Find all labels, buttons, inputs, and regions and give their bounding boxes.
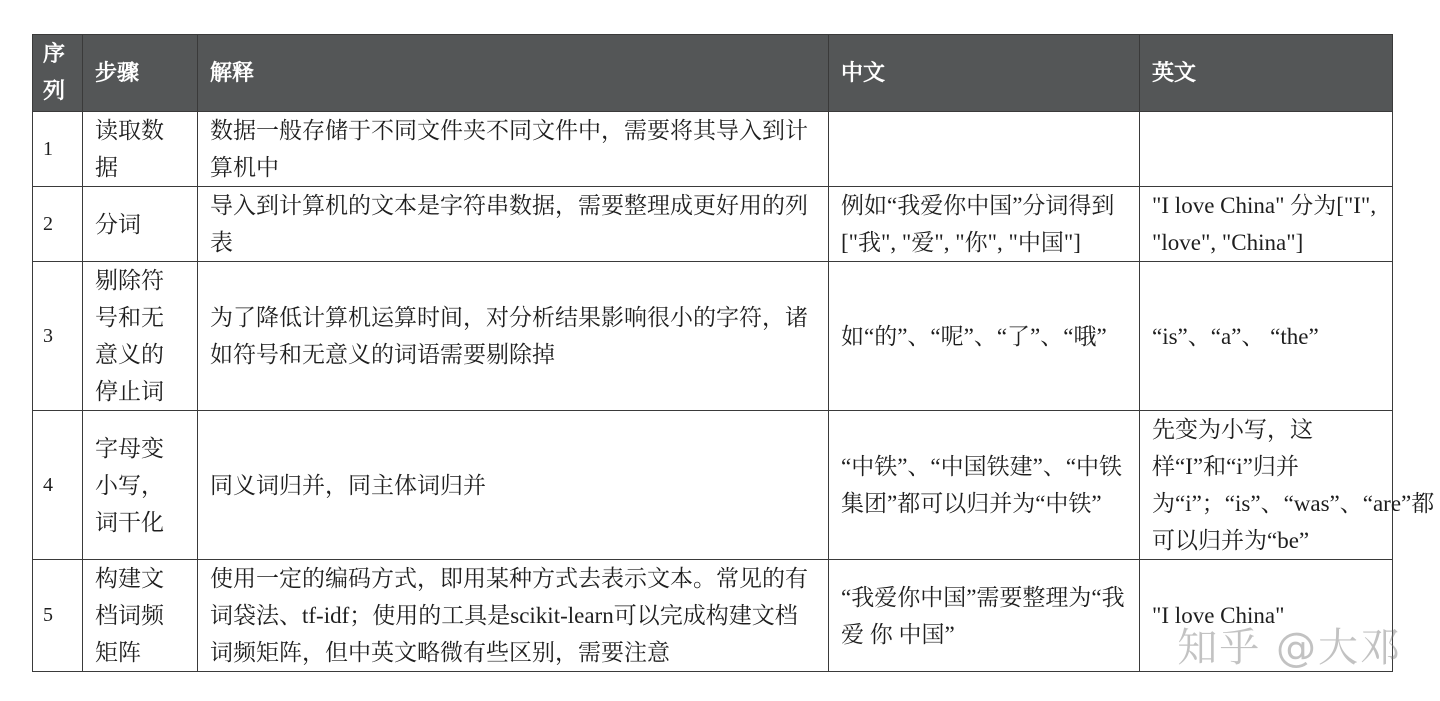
explanation-cell: 同义词归并，同主体词归并 — [198, 411, 829, 560]
explanation-cell: 数据一般存储于不同文件夹不同文件中，需要将其导入到计算机中 — [198, 112, 829, 187]
english-example-cell: "I love China" — [1140, 560, 1393, 672]
header-index: 序列 — [33, 35, 83, 112]
explanation-cell: 导入到计算机的文本是字符串数据，需要整理成更好用的列表 — [198, 187, 829, 262]
zhihu-watermark: 知乎 @大邓 — [1177, 625, 1402, 671]
english-example-cell: "I love China" 分为["I", "love", "China"] — [1140, 187, 1393, 262]
header-chinese: 中文 — [829, 35, 1140, 112]
step-cell: 构建文档词频矩阵 — [83, 560, 198, 672]
explanation-cell: 使用一定的编码方式，即用某种方式去表示文本。常见的有词袋法、tf-idf；使用的工具是scikit-learn可以完成构建文档词频矩阵，但中英文略微有些区别，需要注意 — [198, 560, 829, 672]
row-index-cell: 5 — [33, 560, 83, 672]
english-example-cell — [1140, 112, 1393, 187]
english-example-cell: 先变为小写，这样“I”和“i”归并为“i”；“is”、“was”、“are”都可以归并为“be” — [1140, 411, 1393, 560]
chinese-example-cell — [829, 112, 1140, 187]
chinese-example-cell: 例如“我爱你中国”分词得到["我", "爱", "你", "中国"] — [829, 187, 1140, 262]
row-index-cell: 4 — [33, 411, 83, 560]
chinese-example-cell: “我爱你中国”需要整理为“我 爱 你 中国” — [829, 560, 1140, 672]
table-header — [33, 35, 1393, 112]
step-cell: 剔除符号和无意义的停止词 — [83, 262, 198, 411]
step-cell: 分词 — [83, 187, 198, 262]
table-row — [33, 262, 1393, 411]
table-row — [33, 112, 1393, 187]
step-cell: 读取数据 — [83, 112, 198, 187]
header-explanation: 解释 — [198, 35, 829, 112]
chinese-example-cell: 如“的”、“呢”、“了”、“哦” — [829, 262, 1140, 411]
step-cell: 字母变小写，词干化 — [83, 411, 198, 560]
row-index-cell: 1 — [33, 112, 83, 187]
text-processing-steps-table — [32, 34, 1435, 672]
header-step: 步骤 — [83, 35, 198, 112]
explanation-cell: 为了降低计算机运算时间，对分析结果影响很小的字符，诸如符号和无意义的词语需要剔除掉 — [198, 262, 829, 411]
table-row — [33, 411, 1393, 560]
chinese-example-cell: “中铁”、“中国铁建”、“中铁集团”都可以归并为“中铁” — [829, 411, 1140, 560]
table-body — [33, 112, 1435, 672]
row-index-cell: 2 — [33, 187, 83, 262]
table-row — [33, 187, 1393, 262]
header-english: 英文 — [1140, 35, 1393, 112]
header-row — [33, 35, 1393, 112]
english-example-cell: “is”、“a”、 “the” — [1140, 262, 1393, 411]
row-index-cell: 3 — [33, 262, 83, 411]
